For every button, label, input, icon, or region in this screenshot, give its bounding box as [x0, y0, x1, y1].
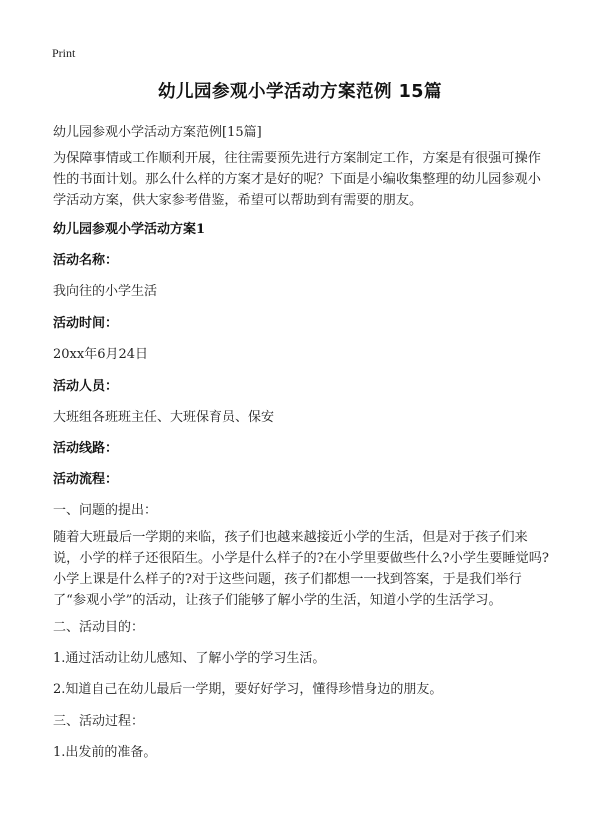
question-paragraph: 随着大班最后一学期的来临，孩子们也越来越接近小学的生活，但是对于孩子们来说，小学的样子还很陌生。小学是什么样子的?在小学里要做些什么?小学生要睡觉吗?小学上课是什么样子的?对于这些问题，孩子们都想一一找到答案，于是我们举行了“参观小学”的活动，让孩子们能够了解小学的生活，知道小学的生活学习。 [53, 530, 549, 608]
document-subtitle: 幼儿园参观小学活动方案范例[15篇] [53, 125, 262, 140]
activity-route-label: 活动线路： [53, 441, 119, 456]
goal-item-2: 2.知道自己在幼儿最后一学期，要好好学习，懂得珍惜身边的朋友。 [53, 682, 443, 697]
goal-item-1: 1.通过活动让幼儿感知、了解小学的学习生活。 [53, 651, 326, 666]
process-heading: 三、活动过程： [53, 714, 145, 729]
goal-heading: 二、活动目的： [53, 620, 145, 635]
activity-name-label: 活动名称： [53, 253, 119, 268]
activity-people-value: 大班组各班班主任、大班保育员、保安 [53, 410, 275, 425]
activity-people-label: 活动人员： [53, 379, 119, 394]
question-heading: 一、问题的提出： [53, 503, 158, 518]
intro-paragraph: 为保障事情或工作顺利开展，往往需要预先进行方案制定工作，方案是有很强可操作性的书面计划。那么什么样的方案才是好的呢？下面是小编收集整理的幼儿园参观小学活动方案，供大家参考借鉴，希望可以帮助到有需要的朋友。 [53, 151, 541, 208]
section-heading: 幼儿园参观小学活动方案1 [53, 222, 206, 237]
activity-process-label: 活动流程： [53, 472, 119, 487]
activity-name-value: 我向往的小学生活 [53, 284, 158, 299]
activity-time-label: 活动时间： [53, 316, 119, 331]
process-item-1: 1.出发前的准备。 [53, 745, 157, 760]
print-label: Print [52, 46, 76, 60]
document-title: 幼儿园参观小学活动方案范例 15篇 [158, 82, 442, 102]
activity-time-value: 20xx年6月24日 [53, 347, 149, 362]
